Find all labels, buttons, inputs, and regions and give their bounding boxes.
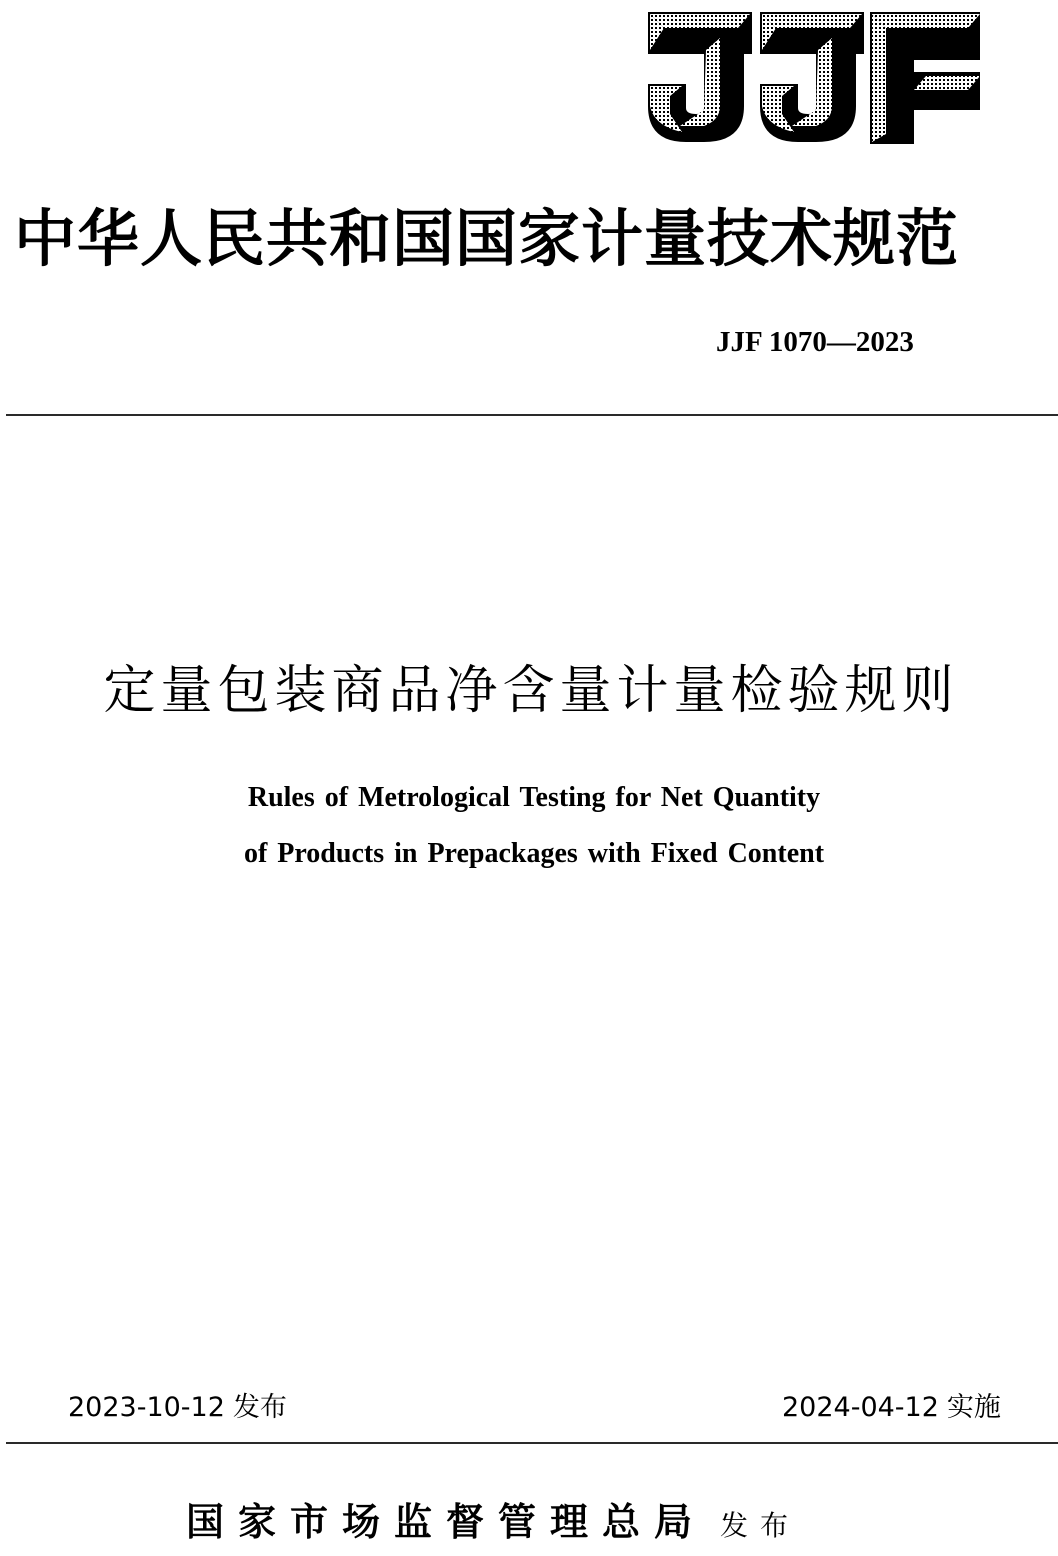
publish-label: 发布 bbox=[720, 1509, 801, 1542]
jjf-logo-icon bbox=[646, 10, 982, 144]
national-standard-title: 中华人民共和国国家计量技术规范 bbox=[14, 202, 960, 275]
document-code: JJF 1070—2023 bbox=[716, 326, 914, 358]
effective-date: 2024-04-12 bbox=[782, 1392, 939, 1423]
divider-top bbox=[6, 414, 1058, 416]
logo-letter-j2 bbox=[760, 12, 864, 142]
document-title-cn: 定量包装商品净含量计量检验规则 bbox=[103, 661, 959, 721]
effective-label: 实施 bbox=[946, 1392, 1001, 1423]
logo-letter-j1 bbox=[648, 12, 752, 142]
publisher-name: 国家市场监督管理总局 bbox=[186, 1499, 707, 1544]
issue-date: 2023-10-12 bbox=[68, 1392, 225, 1423]
issue-label: 发布 bbox=[232, 1392, 287, 1423]
effective-date-block bbox=[782, 1390, 1001, 1426]
document-title-en-line2: of Products in Prepackages with Fixed Content bbox=[243, 838, 825, 869]
divider-bottom bbox=[6, 1442, 1058, 1444]
issue-date-block bbox=[68, 1390, 287, 1426]
logo-letter-f bbox=[870, 12, 980, 144]
document-title-en-line1: Rules of Metrological Testing for Net Quantity bbox=[247, 782, 821, 813]
publisher-block bbox=[186, 1496, 800, 1556]
